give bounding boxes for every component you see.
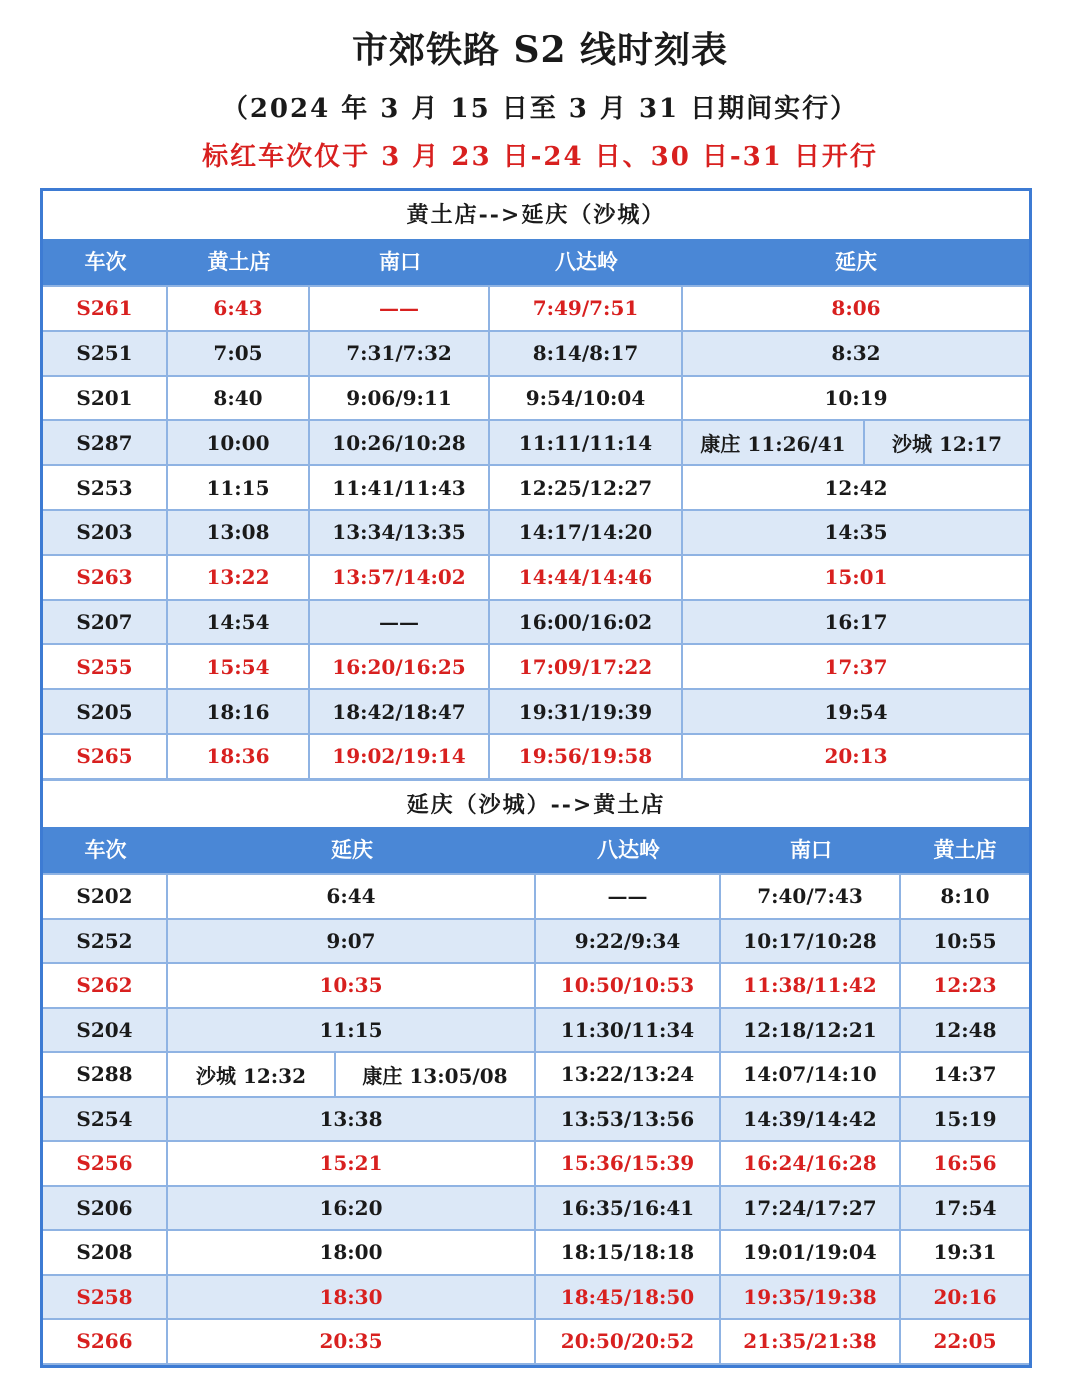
time-cell: 15:19 (933, 1106, 997, 1131)
time-cell: 20:35 (168, 1320, 536, 1363)
train-number-cell: S266 (43, 1320, 168, 1363)
time-cell: 14:44/14:46 (490, 556, 683, 599)
time-cell: 沙城 12:17 (891, 432, 1002, 457)
time-cell: 18:45/18:50 (536, 1276, 721, 1319)
time-cell: 10:50/10:53 (536, 964, 721, 1007)
table-row (43, 643, 1029, 688)
time-cell: 6:44 (168, 875, 536, 918)
time-cell: 19:54 (824, 699, 888, 724)
time-cell: 14:35 (824, 520, 888, 545)
time-cell: 12:18/12:21 (721, 1009, 901, 1052)
time-cell: 10:19 (824, 385, 888, 410)
inbound-heading: 延庆（沙城）-->黄土店 (43, 779, 1029, 827)
col-train: 车次 (84, 838, 127, 862)
time-cell: 康庄 11:26/41 (683, 421, 865, 464)
train-number-cell: S261 (43, 287, 168, 330)
time-cell: 10:17/10:28 (721, 920, 901, 963)
time-cell: 9:06/9:11 (310, 377, 490, 420)
time-cell: 16:20 (168, 1187, 536, 1230)
time-cell: 7:40/7:43 (721, 875, 901, 918)
table-bottom-rule (43, 1363, 1029, 1365)
time-cell: 9:22/9:34 (536, 920, 721, 963)
time-cell: 13:38 (168, 1098, 536, 1141)
time-cell: 9:54/10:04 (490, 377, 683, 420)
time-cell: 18:36 (168, 735, 310, 778)
time-cell: 17:09/17:22 (490, 645, 683, 688)
time-cell: 10:26/10:28 (310, 421, 490, 464)
train-number-cell: S263 (43, 556, 168, 599)
table-row (43, 285, 1029, 330)
time-cell: 14:39/14:42 (721, 1098, 901, 1141)
time-cell: 16:56 (933, 1151, 997, 1176)
time-cell: 13:22/13:24 (536, 1053, 721, 1096)
time-cell: 6:43 (168, 287, 310, 330)
time-cell: 19:35/19:38 (721, 1276, 901, 1319)
time-cell: —— (310, 287, 490, 330)
col-station: 延庆 (331, 838, 373, 862)
time-cell: 11:15 (168, 466, 310, 509)
time-cell: 13:53/13:56 (536, 1098, 721, 1141)
time-cell: 8:14/8:17 (490, 332, 683, 375)
time-cell: 20:16 (933, 1284, 997, 1309)
col-station: 八达岭 (597, 838, 660, 862)
time-cell: 18:30 (168, 1276, 536, 1319)
train-number-cell: S201 (43, 377, 168, 420)
time-cell: 19:31/19:39 (490, 690, 683, 733)
time-cell: 9:07 (168, 920, 536, 963)
col-station: 南口 (790, 838, 832, 862)
col-station: 黄土店 (207, 250, 271, 274)
train-number-cell: S203 (43, 511, 168, 554)
time-cell: 18:16 (168, 690, 310, 733)
col-station: 延庆 (835, 250, 877, 274)
train-number-cell: S207 (43, 601, 168, 644)
train-number-cell: S288 (43, 1053, 168, 1096)
train-number-cell: S251 (43, 332, 168, 375)
time-cell: 7:49/7:51 (490, 287, 683, 330)
table-row (43, 688, 1029, 733)
time-cell: 15:01 (824, 565, 888, 590)
table-row (43, 375, 1029, 420)
time-cell: 19:56/19:58 (490, 735, 683, 778)
table-row (43, 599, 1029, 644)
time-cell: 7:05 (168, 332, 310, 375)
time-cell: 10:55 (933, 928, 997, 953)
time-cell: 17:54 (933, 1195, 997, 1220)
table-row (43, 464, 1029, 509)
time-cell: —— (310, 601, 490, 644)
table-row (43, 419, 1029, 464)
time-cell: 12:25/12:27 (490, 466, 683, 509)
red-train-notice: 标红车次仅于 3 月 23 日-24 日、30 日-31 日开行 (202, 142, 878, 172)
time-cell: 16:24/16:28 (721, 1142, 901, 1185)
timetable-frame (40, 188, 1032, 1368)
time-cell: 22:05 (933, 1329, 997, 1354)
time-cell: 16:20/16:25 (310, 645, 490, 688)
table-row (43, 962, 1029, 1007)
time-cell: 12:42 (824, 475, 888, 500)
time-cell: 16:35/16:41 (536, 1187, 721, 1230)
table-row (43, 1274, 1029, 1319)
time-cell: 12:48 (933, 1017, 997, 1042)
time-cell: 8:10 (940, 884, 990, 909)
time-cell: 14:17/14:20 (490, 511, 683, 554)
page-title: 市郊铁路 S2 线时刻表 (351, 29, 729, 71)
time-cell: 17:37 (824, 654, 888, 679)
time-cell: 11:41/11:43 (310, 466, 490, 509)
train-number-cell: S202 (43, 875, 168, 918)
time-cell: 沙城 12:32 (168, 1053, 336, 1096)
time-cell: 13:34/13:35 (310, 511, 490, 554)
col-station: 八达岭 (555, 250, 618, 274)
table-row (43, 330, 1029, 375)
col-station: 南口 (379, 250, 421, 274)
table-row (43, 509, 1029, 554)
train-number-cell: S265 (43, 735, 168, 778)
col-station: 黄土店 (933, 838, 997, 862)
table-row (43, 1096, 1029, 1141)
time-cell: 20:13 (824, 744, 888, 769)
outbound-heading: 黄土店-->延庆（沙城） (406, 202, 666, 228)
train-number-cell: S205 (43, 690, 168, 733)
train-number-cell: S206 (43, 1187, 168, 1230)
train-number-cell: S253 (43, 466, 168, 509)
time-cell: 14:07/14:10 (721, 1053, 901, 1096)
time-cell: 8:06 (831, 296, 881, 321)
time-cell: 11:38/11:42 (721, 964, 901, 1007)
time-cell: 7:31/7:32 (310, 332, 490, 375)
train-number-cell: S204 (43, 1009, 168, 1052)
time-cell: —— (536, 875, 721, 918)
table-row (43, 1318, 1029, 1363)
time-cell: 19:01/19:04 (721, 1231, 901, 1274)
time-cell: 16:00/16:02 (490, 601, 683, 644)
time-cell: 13:22 (168, 556, 310, 599)
time-cell: 10:00 (168, 421, 310, 464)
time-cell: 19:02/19:14 (310, 735, 490, 778)
time-cell: 13:08 (168, 511, 310, 554)
table-row (43, 554, 1029, 599)
table-row (43, 918, 1029, 963)
outbound-header-row (43, 239, 1029, 285)
table-row (43, 1007, 1029, 1052)
time-cell: 15:21 (168, 1142, 536, 1185)
train-number-cell: S252 (43, 920, 168, 963)
train-number-cell: S208 (43, 1231, 168, 1274)
table-row (43, 1185, 1029, 1230)
time-cell: 18:42/18:47 (310, 690, 490, 733)
table-row (43, 873, 1029, 918)
time-cell: 20:50/20:52 (536, 1320, 721, 1363)
inbound-header-row (43, 827, 1029, 873)
train-number-cell: S256 (43, 1142, 168, 1185)
time-cell: 10:35 (168, 964, 536, 1007)
time-cell: 14:37 (933, 1062, 997, 1087)
train-number-cell: S254 (43, 1098, 168, 1141)
time-cell: 8:40 (168, 377, 310, 420)
train-number-cell: S262 (43, 964, 168, 1007)
time-cell: 11:30/11:34 (536, 1009, 721, 1052)
time-cell: 14:54 (168, 601, 310, 644)
table-row (43, 1051, 1029, 1096)
time-cell: 17:24/17:27 (721, 1187, 901, 1230)
table-row (43, 1229, 1029, 1274)
time-cell: 19:31 (933, 1240, 997, 1265)
time-cell: 11:11/11:14 (490, 421, 683, 464)
train-number-cell: S255 (43, 645, 168, 688)
time-cell: 15:54 (168, 645, 310, 688)
time-cell: 13:57/14:02 (310, 556, 490, 599)
table-row (43, 733, 1029, 778)
time-cell: 21:35/21:38 (721, 1320, 901, 1363)
validity-period: （2024 年 3 月 15 日至 3 月 31 日期间实行） (221, 94, 859, 124)
time-cell: 康庄 13:05/08 (336, 1053, 536, 1096)
time-cell: 18:15/18:18 (536, 1231, 721, 1274)
time-cell: 18:00 (168, 1231, 536, 1274)
time-cell: 12:23 (933, 973, 997, 998)
col-train: 车次 (84, 250, 127, 274)
table-row (43, 1140, 1029, 1185)
train-number-cell: S287 (43, 421, 168, 464)
time-cell: 15:36/15:39 (536, 1142, 721, 1185)
time-cell: 11:15 (168, 1009, 536, 1052)
time-cell: 8:32 (831, 341, 881, 366)
train-number-cell: S258 (43, 1276, 168, 1319)
time-cell: 16:17 (824, 609, 888, 634)
